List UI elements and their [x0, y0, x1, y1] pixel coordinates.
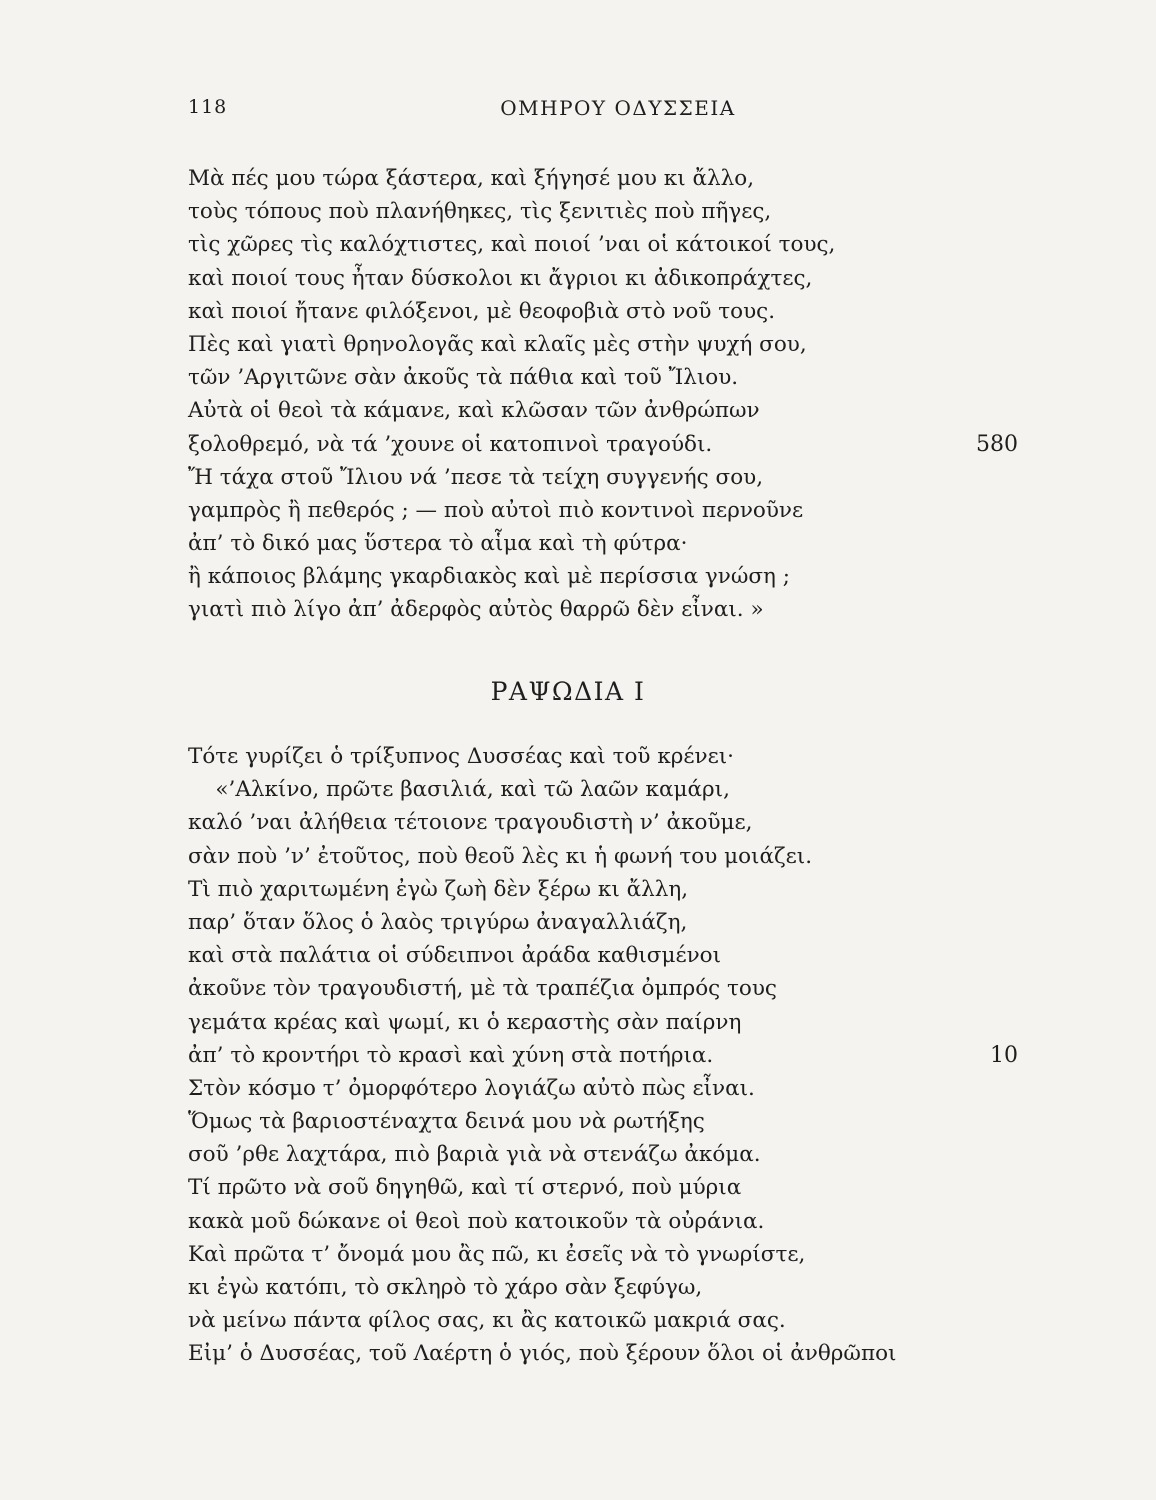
verse-line — [188, 906, 1018, 939]
verse-text: Τὶ πιὸ χαριτωμένη ἐγὼ ζωὴ δὲν ξέρω κι ἄλλη, — [188, 876, 689, 902]
verse-text: Εἰμ’ ὁ Δυσσέας, τοῦ Λαέρτη ὁ γιός, ποὺ ξέρουν ὅλοι οἱ ἀνθρῶποι — [188, 1341, 897, 1367]
verse-line — [188, 295, 1018, 328]
verse-line — [188, 1006, 1018, 1039]
verse-line — [188, 806, 1018, 839]
line-number: 580 — [976, 431, 1018, 457]
verse-line — [188, 1205, 1018, 1238]
verse-text: τὶς χῶρες τὶς καλόχτιστες, καὶ ποιοί ’ναι οἱ κάτοικοί τους, — [188, 232, 836, 258]
page-header — [188, 96, 1018, 126]
verse-line — [188, 361, 1018, 394]
verse-text: Τότε γυρίζει ὁ τρίξυπνος Δυσσέας καὶ τοῦ κρένει· — [188, 744, 735, 769]
verse-line — [188, 939, 1018, 972]
verse-text: κι ἐγὼ κατόπι, τὸ σκληρὸ τὸ χάρο σὰν ξεφύγω, — [188, 1275, 703, 1300]
verse-text: τοὺς τόπους ποὺ πλανήθηκες, τὶς ξενιτιὲς ποὺ πῆγες, — [188, 199, 772, 225]
page-number: 118 — [188, 96, 228, 118]
verse-text: κακὰ μοῦ δώκανε οἱ θεοὶ ποὺ κατοικοῦν τὰ οὐράνια. — [188, 1208, 765, 1234]
verse-line — [188, 1337, 1018, 1370]
section-heading: ΡΑΨΩΔΙΑ Ι — [490, 677, 646, 706]
verse-line — [188, 593, 1018, 626]
verse-text: γιατὶ πιὸ λίγο ἀπ’ ἀδερφὸς αὐτὸς θαρρῶ δὲν εἶναι. » — [188, 597, 764, 623]
verse-line — [188, 560, 1018, 593]
verse-line — [188, 972, 1018, 1005]
verse-text: σοῦ ’ρθε λαχτάρα, πιὸ βαριὰ γιὰ νὰ στενάζω ἀκόμα. — [188, 1142, 761, 1168]
verse-text: Στὸν κόσμο τ’ ὀμορφότερο λογιάζω αὐτὸ πὼς εἶναι. — [188, 1075, 755, 1101]
verse-line — [188, 195, 1018, 228]
verse-line — [188, 740, 1018, 773]
verse-text: ξολοθρεμό, νὰ τά ’χουνε οἱ κατοπινοὶ τραγούδι. — [188, 431, 713, 457]
verse-text: Αὐτὰ οἱ θεοὶ τὰ κάμανε, καὶ κλῶσαν τῶν ἀνθρώπων — [188, 398, 760, 424]
verse-text: Καὶ πρῶτα τ’ ὄνομά μου ἂς πῶ, κι ἐσεῖς νὰ τὸ γνωρίστε, — [188, 1241, 806, 1267]
verse-text: καὶ ποιοί τους ἦταν δύσκολοι κι ἄγριοι κι ἀδικοπράχτες, — [188, 265, 813, 291]
verse-line — [188, 1171, 1018, 1204]
verse-line — [188, 773, 1018, 806]
verse-text: Μὰ πές μου τώρα ξάστερα, καὶ ξήγησέ μου κι ἄλλο, — [188, 166, 755, 191]
verse-line — [188, 1238, 1018, 1271]
verse-text: καὶ στὰ παλάτια οἱ σύδειπνοι ἀράδα καθισμένοι — [188, 943, 722, 969]
verse-text: σὰν ποὺ ’ν’ ἐτοῦτος, ποὺ θεοῦ λὲς κι ἡ φωνή του μοιάζει. — [188, 843, 813, 869]
verse-text: γαμπρὸς ἢ πεθερός ; — ποὺ αὐτοὶ πιὸ κοντινοὶ περνοῦνε — [188, 497, 804, 523]
verse-line — [188, 1138, 1018, 1171]
verse-line — [188, 1039, 1018, 1072]
verse-text: καὶ ποιοί ἤτανε φιλόξενοι, μὲ θεοφοβιὰ στὸ νοῦ τους. — [188, 298, 776, 324]
verse-text: νὰ μείνω πάντα φίλος σας, κι ἂς κατοικῶ μακριά σας. — [188, 1308, 786, 1334]
verse-line — [188, 1105, 1018, 1138]
verse-text: ἀκοῦνε τὸν τραγουδιστή, μὲ τὰ τραπέζια ὀμπρός τους — [188, 976, 777, 1002]
verse-text: γεμάτα κρέας καὶ ψωμί, κι ὁ κεραστὴς σὰν παίρνη — [188, 1009, 742, 1035]
verse-line — [188, 527, 1018, 560]
verse-line — [188, 494, 1018, 527]
verse-text: ἀπ’ τὸ δικό μας ὕστερα τὸ αἷμα καὶ τὴ φύτρα· — [188, 531, 688, 557]
verse-stanza — [188, 162, 1018, 627]
verse-text: παρ’ ὅταν ὅλος ὁ λαὸς τριγύρω ἀναγαλλιάζη, — [188, 909, 688, 935]
verse-text: καλό ’ναι ἀλήθεια τέτοιονε τραγουδιστὴ ν’ ἀκοῦμε, — [188, 810, 753, 836]
verse-text: Πὲς καὶ γιατὶ θρηνολογᾶς καὶ κλαῖς μὲς στὴν ψυχή σου, — [188, 331, 807, 357]
verse-line — [188, 428, 1018, 461]
verse-text: Ἤ τάχα στοῦ Ἴλιου νά ’πεσε τὰ τείχη συγγενής σου, — [188, 464, 764, 490]
verse-stanza — [188, 740, 1018, 1371]
verse-text: ἀπ’ τὸ κροντήρι τὸ κρασὶ καὶ χύνη στὰ ποτήρια. — [188, 1042, 714, 1068]
verse-line — [188, 1304, 1018, 1337]
verse-line — [188, 873, 1018, 906]
verse-line — [188, 461, 1018, 494]
verse-line — [188, 840, 1018, 873]
verse-text: τῶν ’Αργιτῶνε σὰν ἀκοῦς τὰ πάθια καὶ τοῦ Ἴλιου. — [188, 365, 739, 391]
verse-line — [188, 162, 1018, 195]
verse-text: Ὅμως τὰ βαριοστέναχτα δεινά μου νὰ ρωτήξης — [188, 1109, 705, 1135]
verse-text: Τί πρῶτο νὰ σοῦ δηγηθῶ, καὶ τί στερνό, ποὺ μύρια — [188, 1175, 742, 1201]
verse-line — [188, 328, 1018, 361]
verse-text: «’Αλκίνο, πρῶτε βασιλιά, καὶ τῶ λαῶν καμάρι, — [188, 777, 730, 803]
verse-line — [188, 394, 1018, 427]
verse-line — [188, 262, 1018, 295]
verse-text: ἢ κάποιος βλάμης γκαρδιακὸς καὶ μὲ περίσσια γνώση ; — [188, 564, 791, 590]
verse-line — [188, 1072, 1018, 1105]
verse-line — [188, 1271, 1018, 1304]
line-number: 10 — [990, 1042, 1018, 1068]
verse-line — [188, 228, 1018, 261]
running-title: ΟΜΗΡΟΥ ΟΔΥΣΣΕΙΑ — [500, 96, 736, 120]
